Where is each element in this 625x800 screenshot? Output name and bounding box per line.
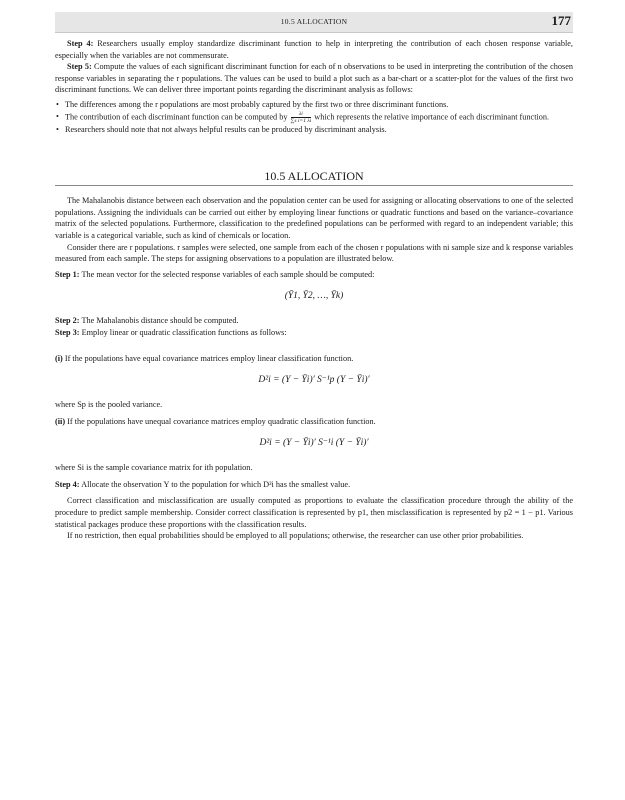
key-points-list: [55, 99, 573, 135]
paragraph: If no restriction, then equal probabilities should be employed to all populations; otherwise, the researcher can use other prior probabilities.: [67, 531, 524, 541]
equation-quadratic: D²i = (Y − Ȳi)′ S⁻¹i (Y − Ȳi)′: [259, 438, 369, 449]
where-sample-covariance: where Si is the sample covariance matrix for ith population.: [55, 463, 253, 473]
bullet-text-pre: The contribution of each discriminant function can be computed by: [65, 111, 288, 121]
section-title: 10.5 ALLOCATION: [55, 169, 573, 186]
case-label: (i): [55, 353, 63, 363]
case-text: If the populations have equal covariance matrices employ linear classification function.: [64, 353, 354, 363]
equation-linear: D²i = (Y − Ȳi)′ S⁻¹p (Y − Ȳi)′: [258, 375, 370, 386]
page-body: [55, 38, 573, 542]
list-item: • Researchers should note that not always helpful results can be produced by discriminant analysis.: [65, 124, 573, 136]
step-text: Employ linear or quadratic classification functions as follows:: [81, 327, 287, 337]
case-text: If the populations have unequal covariance matrices employ quadratic classification function.: [67, 416, 376, 426]
step-text: The Mahalanobis distance should be computed.: [81, 316, 239, 326]
step-label: Step 2:: [55, 316, 80, 326]
step-text: Compute the values of each significant discriminant function for each of n observations to be used in interpreting the contribution of the chosen response variables in separating the r populations. The values can be used to build a plot such as a bar-chart or a scatter-plot for the values of the first two discriminant functions. We can deliver three important points regarding the discriminant analysis as follows:: [55, 62, 574, 95]
where-pooled-variance: where Sp is the pooled variance.: [55, 400, 163, 410]
step-label: Step 5:: [67, 62, 92, 72]
step-text: Allocate the observation Y to the population for which D²i has the smallest value.: [81, 479, 351, 489]
step-label: Step 4:: [55, 479, 80, 489]
fraction: [291, 111, 312, 124]
step-text: The mean vector for the selected response variables of each sample should be computed:: [81, 269, 375, 279]
list-item: [65, 111, 573, 124]
step-label: Step 3:: [55, 327, 80, 337]
case-label: (ii): [55, 416, 66, 426]
equation-mean-vector: (Ȳ1, Ȳ2, …, Ȳk): [284, 291, 344, 302]
step-4: [55, 479, 573, 491]
fraction-numerator: λi: [291, 111, 312, 118]
intro-step4: [55, 38, 573, 61]
step-1: [55, 269, 573, 281]
running-title: 10.5 ALLOCATION: [280, 17, 348, 26]
step-2: [55, 315, 573, 327]
intro-step5: [55, 61, 573, 96]
step-label: Step 4:: [67, 39, 94, 48]
page-header: [55, 12, 573, 33]
step-label: Step 1:: [55, 269, 80, 279]
step-3: [55, 327, 573, 339]
paragraph: The Mahalanobis distance between each observation and the population center can be used for assigning or allocating observations to one of the selected populations. Assigning the individuals can be carried out either by employing linear functions or quadratic functions and based on the variance–covariance matrix of the selected populations. Furthermore, classification to the predefined populations can be performed with regard to an independent variable; this variable is a categorical variable, such as kind of chemicals or location.: [55, 196, 573, 240]
case-linear: [55, 353, 573, 365]
paragraph: Correct classification and misclassification are usually computed as proportions to evaluate the classification procedure through the ability of the procedure to predict sample membership. Consider correct classification is represented by p1, then misclassification is represented by p2 = 1 − p1. Various statistical packages produce these proportions with the classification results.: [55, 496, 573, 529]
paragraph: Consider there are r populations. r samples were selected, one sample from each of the chosen r populations with ni sample size and k response variables measured from each sample. The steps for assigning observations to a population are illustrated below.: [55, 242, 573, 264]
step-text: Researchers usually employ standardize discriminant function to help in interpreting the contribution of each chosen response variable, especially when the variables are not commensurate.: [55, 39, 573, 60]
list-item: • The differences among the r populations are most probably captured by the first two or three discriminant functions.: [65, 99, 573, 111]
case-quadratic: [55, 416, 573, 428]
fraction-denominator: ∑s i=1 λi: [290, 117, 312, 124]
page-number: 177: [551, 13, 571, 28]
bullet-text-post: which represents the relative importance of each discriminant function.: [314, 111, 550, 121]
